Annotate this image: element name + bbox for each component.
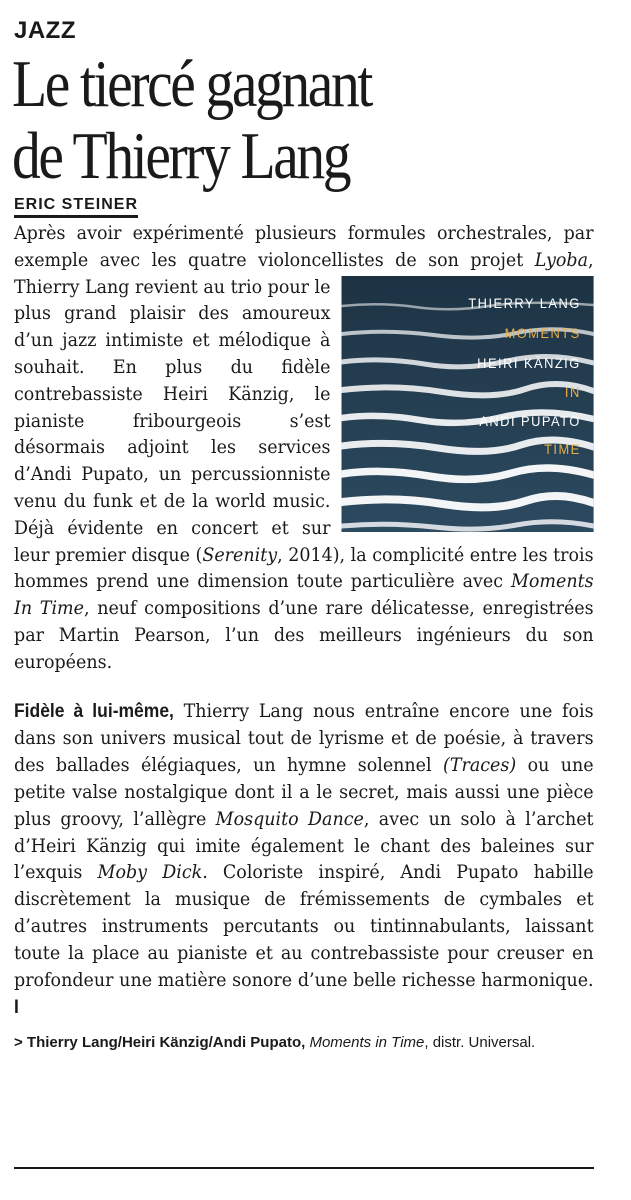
headline: [12, 48, 597, 192]
paragraph-2: [14, 698, 594, 1023]
p1-italic-serenity: Serenity: [202, 543, 278, 566]
bottom-rule: [14, 1167, 594, 1169]
p1-italic-lyoba: Lyoba: [534, 248, 589, 271]
headline-line-2: de Thierry Lang: [12, 119, 350, 193]
p2-italic-traces: (Traces): [443, 754, 517, 777]
cover-artist-2: HEIRI KÄNZIG: [477, 354, 581, 371]
p2-text-2: ou une petite valse nostalgique dont il a le secret, mais aussi une pièce plus groovy, l’allègre: [14, 754, 594, 830]
article-body: [14, 220, 594, 1022]
cover-title-word-1: MOMENTS: [504, 324, 581, 341]
section-rubric: JAZZ: [14, 17, 76, 44]
credits-distributor: , distr. Universal.: [424, 1034, 536, 1052]
p1-text-2-a: , Thierry Lang revient au trio pour le: [14, 248, 594, 298]
p1-text-2: plus grand plaisir des amoureux d’un jazz intimiste et mélodique à souhait. En plus du fidèle contrebassiste Heiri Känzig, le pianiste fribourgeois s’est désormais adjoint les services d’Andi Pupato, un percussionniste venu du funk et de la world music. Déjà évidente en concert et sur leur premier disque (: [14, 302, 331, 566]
p2-text-3: , avec un solo à l’archet d’Heiri Känzig qui imite également le chant des baleines sur l’exquis: [14, 807, 594, 884]
p2-italic-moby-dick: Moby Dick: [97, 861, 203, 884]
p2-lead-in: Fidèle à lui-même,: [14, 700, 174, 722]
cover-artist-1: THIERRY LANG: [468, 294, 581, 311]
p1-text-1: Après avoir expérimenté plusieurs formules orchestrales, par exemple avec les quatre violoncellistes de son projet: [14, 222, 594, 271]
credits-album-title: Moments in Time: [305, 1034, 425, 1052]
author-byline: ERIC STEINER: [14, 196, 138, 218]
paragraph-1: [14, 220, 594, 676]
p1-text-3: , 2014), la complicité entre les trois hommes prend une dimension toute particulière avec: [14, 543, 594, 593]
end-mark: I: [14, 997, 19, 1019]
album-cover-image: [342, 276, 594, 532]
headline-line-1: Le tiercé gagnant: [12, 47, 371, 121]
p1-text-4: , neuf compositions d’une rare délicatesse, enregistrées par Martin Pearson, l’un des meilleurs ingénieurs du son européens.: [14, 597, 594, 673]
cover-title-word-3: TIME: [544, 440, 581, 457]
cover-artist-3: ANDI PUPATO: [479, 412, 581, 429]
credits-artists: > Thierry Lang/Heiri Känzig/Andi Pupato,: [14, 1034, 306, 1052]
p2-italic-mosquito-dance: Mosquito Dance: [215, 807, 364, 830]
p2-text-1: Thierry Lang nous entraîne encore une fois dans son univers musical tout de lyrisme et de poésie, à travers des ballades élégiaques, un hymne solennel: [14, 699, 594, 777]
p1-italic-moments-in-time: Moments In Time: [14, 570, 594, 620]
album-credits: [14, 1032, 594, 1053]
article: [14, 18, 594, 1053]
p2-text-4: . Coloriste inspiré, Andi Pupato habille discrètement la musique de frémissements de cymbales et d’autres instruments percutants ou tintinnabulants, laissant toute la place au pianiste et au contrebassiste pour creuser en profondeur une matière sonore d’une belle richesse harmonique.: [14, 861, 594, 991]
cover-title-word-2: IN: [564, 383, 581, 400]
